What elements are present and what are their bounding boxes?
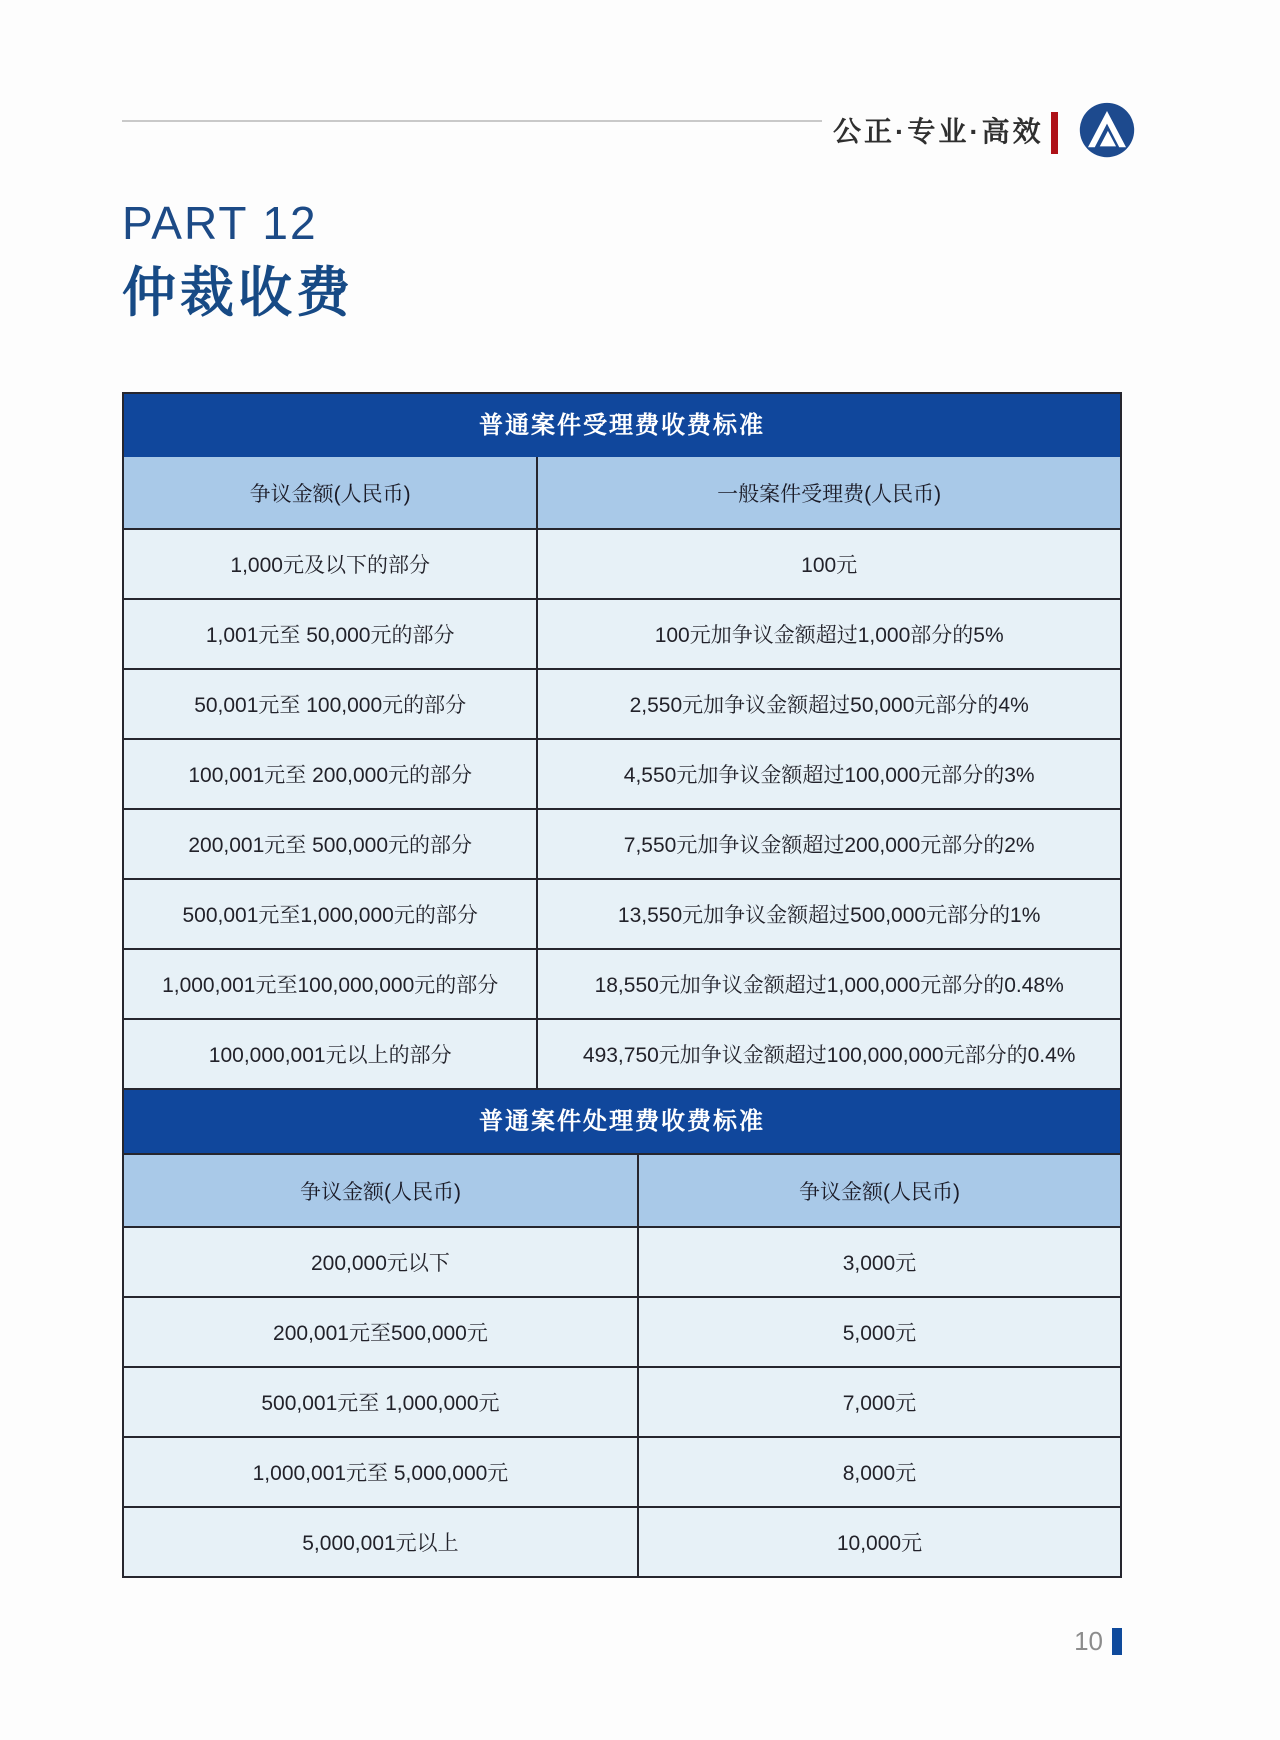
table-row: [124, 738, 1120, 808]
fee-cell: 100元: [536, 530, 1120, 598]
fee-cell: 3,000元: [637, 1228, 1120, 1296]
dispute-amount-cell: 200,000元以下: [124, 1228, 637, 1296]
table-row: [124, 948, 1120, 1018]
dispute-amount-cell: 200,001元至500,000元: [124, 1298, 637, 1366]
fee-cell: 2,550元加争议金额超过50,000元部分的4%: [536, 670, 1120, 738]
table-row: [124, 598, 1120, 668]
dispute-amount-cell: 1,000元及以下的部分: [124, 530, 536, 598]
column-header: 争议金额(人民币): [124, 1155, 637, 1226]
table-row: [124, 1366, 1120, 1436]
part-label: PART 12: [122, 197, 318, 249]
page-number-bar: [1112, 1628, 1122, 1655]
acceptance-fee-header-row: [124, 457, 1120, 528]
column-header: 争议金额(人民币): [637, 1155, 1120, 1226]
dispute-amount-cell: 100,001元至 200,000元的部分: [124, 740, 536, 808]
dispute-amount-cell: 5,000,001元以上: [124, 1508, 637, 1576]
dispute-amount-cell: 50,001元至 100,000元的部分: [124, 670, 536, 738]
page-number: 10: [1074, 1626, 1103, 1656]
arbitration-commission-logo-icon: [1078, 101, 1136, 159]
fee-cell: 7,550元加争议金额超过200,000元部分的2%: [536, 810, 1120, 878]
fee-cell: 18,550元加争议金额超过1,000,000元部分的0.48%: [536, 950, 1120, 1018]
table-row: [124, 1226, 1120, 1296]
header-rule: [122, 120, 822, 122]
fee-cell: 5,000元: [637, 1298, 1120, 1366]
table-row: [124, 1506, 1120, 1576]
fee-cell: 493,750元加争议金额超过100,000,000元部分的0.4%: [536, 1020, 1120, 1088]
fee-cell: 13,550元加争议金额超过500,000元部分的1%: [536, 880, 1120, 948]
fee-cell: 100元加争议金额超过1,000部分的5%: [536, 600, 1120, 668]
dispute-amount-cell: 100,000,001元以上的部分: [124, 1020, 536, 1088]
dispute-amount-cell: 1,001元至 50,000元的部分: [124, 600, 536, 668]
dispute-amount-cell: 200,001元至 500,000元的部分: [124, 810, 536, 878]
table-row: [124, 808, 1120, 878]
table-row: [124, 528, 1120, 598]
fee-cell: 10,000元: [637, 1508, 1120, 1576]
column-header: 一般案件受理费(人民币): [536, 457, 1120, 528]
table-row: [124, 1296, 1120, 1366]
column-header: 争议金额(人民币): [124, 457, 536, 528]
dispute-amount-cell: 500,001元至 1,000,000元: [124, 1368, 637, 1436]
table-row: [124, 878, 1120, 948]
fee-cell: 8,000元: [637, 1438, 1120, 1506]
fee-cell: 4,550元加争议金额超过100,000元部分的3%: [536, 740, 1120, 808]
dispute-amount-cell: 500,001元至1,000,000元的部分: [124, 880, 536, 948]
header-red-divider: [1051, 112, 1058, 154]
fee-cell: 7,000元: [637, 1368, 1120, 1436]
table-row: [124, 668, 1120, 738]
acceptance-fee-table-title: 普通案件受理费收费标准: [124, 394, 1120, 457]
dispute-amount-cell: 1,000,001元至 5,000,000元: [124, 1438, 637, 1506]
table-row: [124, 1436, 1120, 1506]
table-row: [124, 1018, 1120, 1088]
page-title: 仲裁收费: [122, 263, 354, 323]
header-slogan: 公正·专业·高效: [833, 116, 1044, 147]
dispute-amount-cell: 1,000,001元至100,000,000元的部分: [124, 950, 536, 1018]
page-footer: [1074, 1626, 1122, 1657]
fee-tables: [122, 392, 1122, 1578]
handling-fee-header-row: [124, 1155, 1120, 1226]
handling-fee-table-title: 普通案件处理费收费标准: [124, 1088, 1120, 1155]
